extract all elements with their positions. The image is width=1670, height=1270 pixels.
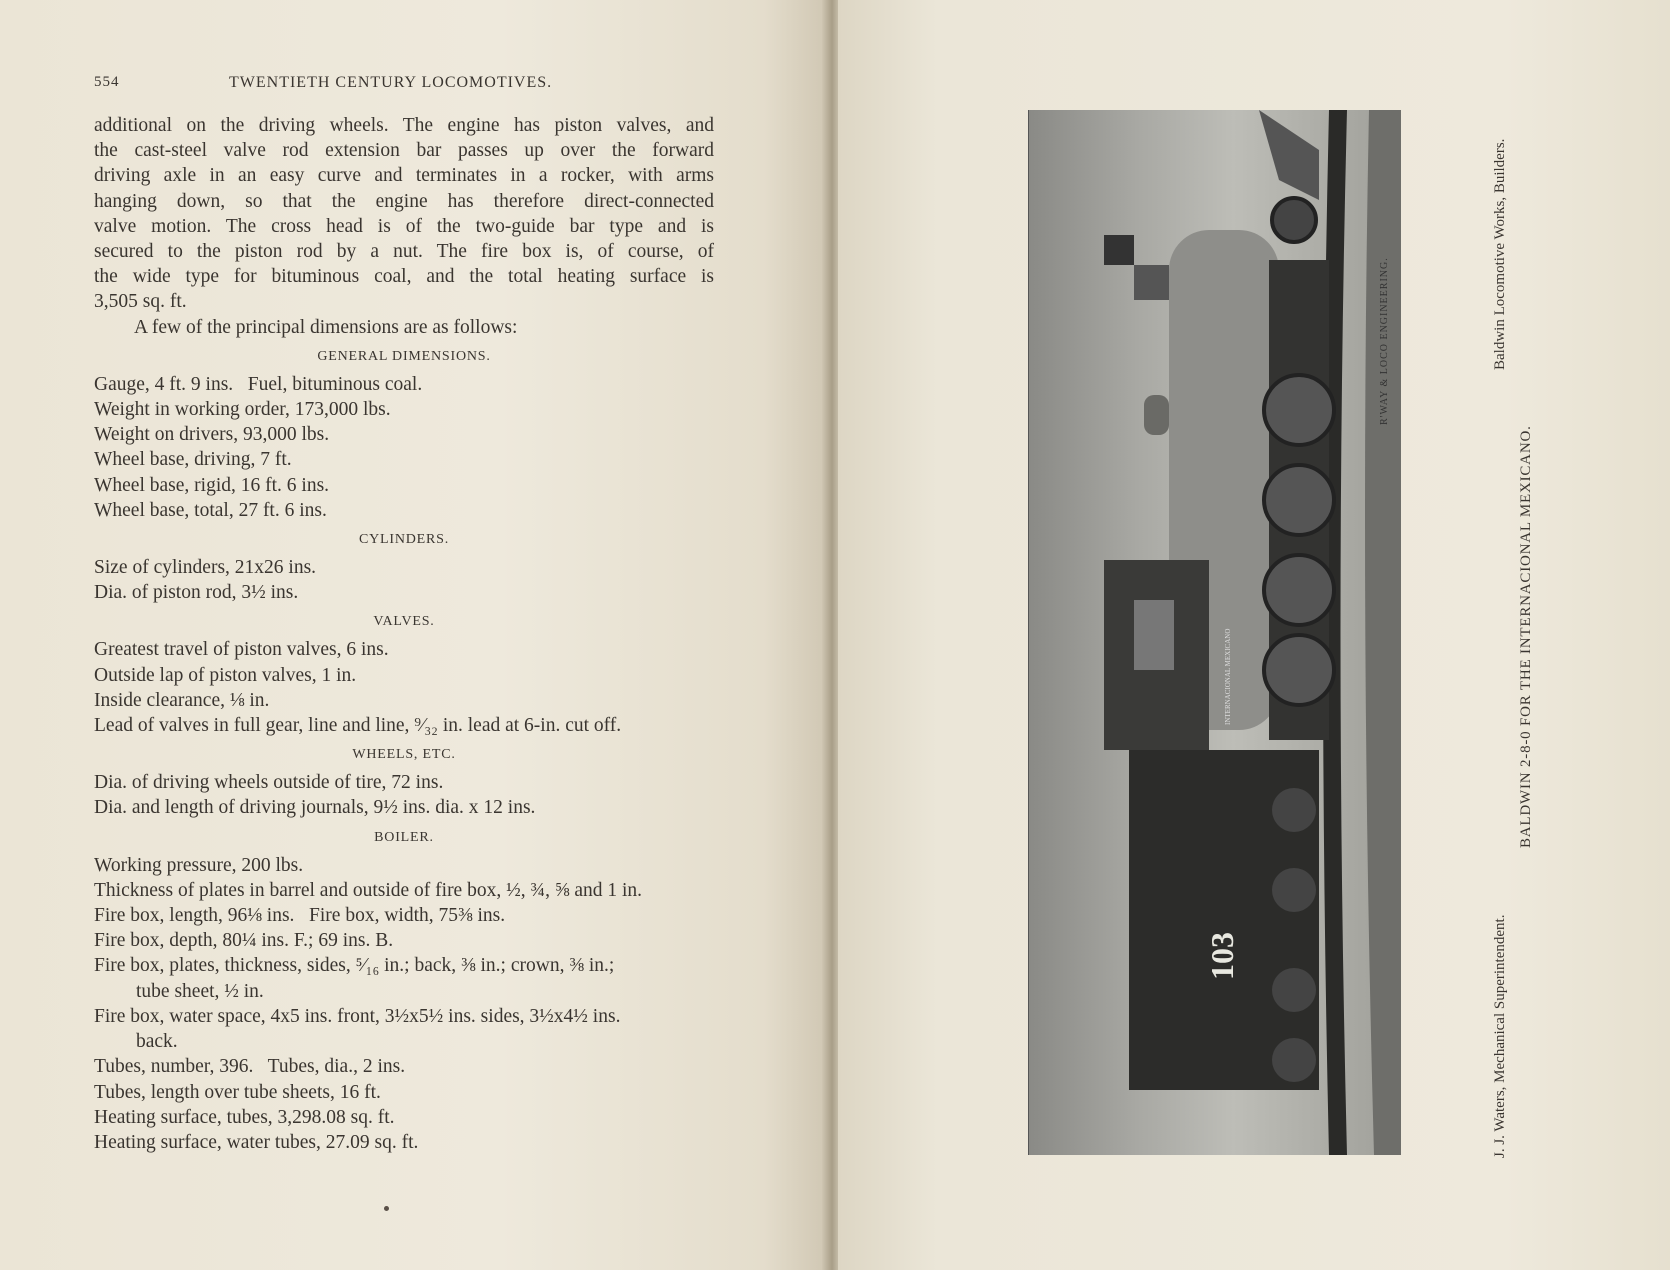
- spec-line: Inside clearance, ⅛ in.: [94, 689, 270, 711]
- paragraph-line: additional on the driving wheels. The engine has piston valves, and: [94, 115, 714, 136]
- section-heading: BOILER.: [374, 829, 434, 845]
- driving-wheel: [1264, 375, 1334, 445]
- paragraph-line: 3,505 sq. ft.: [94, 291, 187, 313]
- section-heading: CYLINDERS.: [358, 532, 450, 548]
- body-text: [94, 113, 714, 1155]
- spec-line: Fire box, length, 96⅛ ins. Fire box, width, 75⅜ ins.: [94, 905, 506, 927]
- photo-credit: R'WAY & LOCO ENGINEERING.: [1379, 257, 1390, 425]
- spec-line: Thickness of plates in barrel and outside of fire box, ½, ¾, ⅝ and 1 in.: [94, 879, 643, 901]
- driving-wheel: [1264, 465, 1334, 535]
- section-heading: VALVES.: [373, 614, 435, 630]
- spec-line: Wheel base, rigid, 16 ft. 6 ins.: [94, 474, 330, 496]
- driving-wheel: [1264, 635, 1334, 705]
- spec-line: Size of cylinders, 21x26 ins.: [94, 557, 317, 579]
- ink-speck: [384, 1206, 389, 1211]
- headlight: [1104, 235, 1134, 265]
- pilot-wheel: [1272, 198, 1316, 242]
- spec-line: Heating surface, tubes, 3,298.08 sq. ft.: [94, 1106, 395, 1128]
- spec-line: Weight on drivers, 93,000 lbs.: [94, 424, 330, 446]
- spec-line: Heating surface, water tubes, 27.09 sq. ft.: [94, 1131, 419, 1153]
- caption-right: Baldwin Locomotive Works, Builders.: [1492, 138, 1508, 370]
- spec-line: Gauge, 4 ft. 9 ins. Fuel, bituminous coal.: [94, 373, 423, 395]
- spec-line: Wheel base, total, 27 ft. 6 ins.: [94, 499, 327, 521]
- caption-left: J. J. Waters, Mechanical Superintendent.: [1492, 914, 1508, 1158]
- spec-line: Working pressure, 200 lbs.: [94, 854, 304, 876]
- paragraph-line: secured to the piston rod by a nut. The fire box is, of course, of: [94, 241, 714, 263]
- tender-wheel: [1272, 788, 1316, 832]
- paragraph-line: the cast-steel valve rod extension bar passes up over the forward: [94, 140, 714, 162]
- page-number: 554: [94, 74, 120, 90]
- pilot: [1259, 110, 1319, 200]
- spec-line: Outside lap of piston valves, 1 in.: [94, 664, 357, 686]
- section-heading: GENERAL DIMENSIONS.: [317, 348, 491, 364]
- running-head-title: TWENTIETH CENTURY LOCOMOTIVES.: [229, 74, 553, 91]
- locomotive-photo: [1028, 110, 1401, 1155]
- spec-line: tube sheet, ½ in.: [136, 980, 264, 1002]
- tender-lettering: INTERNACIONAL MEXICANO: [1224, 628, 1232, 725]
- spec-line: Greatest travel of piston valves, 6 ins.: [94, 639, 389, 661]
- spec-line: Lead of valves in full gear, line and line, ⁹⁄₃₂ in. lead at 6-in. cut off.: [94, 715, 622, 737]
- spec-line: Weight in working order, 173,000 lbs.: [94, 399, 391, 421]
- section-heading: WHEELS, ETC.: [352, 747, 456, 763]
- spec-line: back.: [136, 1031, 178, 1053]
- paragraph-line: hanging down, so that the engine has therefore direct-connected: [94, 190, 714, 212]
- spec-line: Fire box, plates, thickness, sides, ⁵⁄₁₆ in.; back, ⅜ in.; crown, ⅜ in.;: [94, 955, 615, 977]
- cab-window: [1134, 600, 1174, 670]
- tender-number: 103: [1204, 932, 1240, 980]
- intro-line: A few of the principal dimensions are as follows:: [134, 316, 518, 338]
- driving-wheel: [1264, 555, 1334, 625]
- spec-line: Fire box, depth, 80¼ ins. F.; 69 ins. B.: [94, 930, 394, 952]
- figure-caption: BALDWIN 2-8-0 FOR THE INTERNACIONAL MEXICANO.: [1518, 425, 1534, 848]
- spec-line: Tubes, length over tube sheets, 16 ft.: [94, 1081, 381, 1103]
- locomotive-illustration: [1029, 110, 1401, 1155]
- tender-wheel: [1272, 1038, 1316, 1082]
- spec-line: Dia. of piston rod, 3½ ins.: [94, 582, 299, 604]
- steam-dome: [1144, 395, 1169, 435]
- spec-line: Dia. and length of driving journals, 9½ ins. dia. x 12 ins.: [94, 797, 536, 819]
- paragraph-line: driving axle in an easy curve and terminates in a rocker, with arms: [94, 165, 714, 187]
- spec-line: Fire box, water space, 4x5 ins. front, 3½x5½ ins. sides, 3½x4½ ins.: [94, 1005, 621, 1027]
- spec-line: Wheel base, driving, 7 ft.: [94, 449, 292, 471]
- paragraph-line: the wide type for bituminous coal, and the total heating surface is: [94, 266, 714, 288]
- smokestack: [1134, 265, 1169, 300]
- tender-wheel: [1272, 968, 1316, 1012]
- paragraph-line: valve motion. The cross head is of the two-guide bar type and is: [94, 215, 714, 237]
- spec-line: Tubes, number, 396. Tubes, dia., 2 ins.: [94, 1056, 406, 1078]
- spec-line: Dia. of driving wheels outside of tire, 72 ins.: [94, 772, 444, 794]
- tender-wheel: [1272, 868, 1316, 912]
- left-page: [0, 0, 830, 1270]
